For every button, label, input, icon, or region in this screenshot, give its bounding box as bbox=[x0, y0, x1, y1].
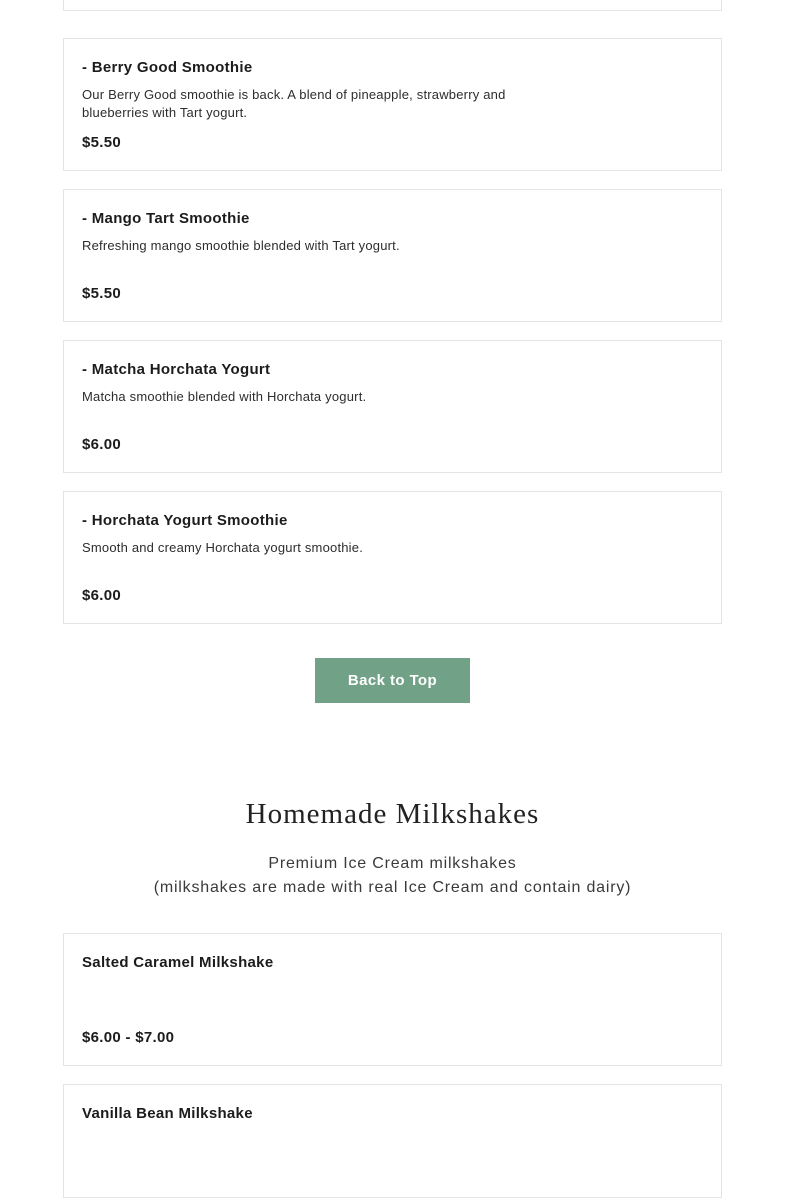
menu-item-card bbox=[63, 933, 722, 1066]
menu-item-card bbox=[63, 491, 722, 624]
back-to-top-button[interactable]: Back to Top bbox=[315, 658, 470, 703]
menu-item-card-cutoff-top bbox=[63, 0, 722, 11]
menu-item-title: - Mango Tart Smoothie bbox=[82, 210, 250, 227]
menu-item-card bbox=[63, 189, 722, 322]
menu-item-description bbox=[82, 1132, 527, 1169]
milkshake-list bbox=[63, 933, 722, 1198]
menu-item-price: $6.00 bbox=[82, 587, 122, 604]
menu-item-card-cutoff-bottom bbox=[63, 1084, 722, 1198]
menu-item-description: Our Berry Good smoothie is back. A blend of pineapple, strawberry and blueberries with Tart yogurt. bbox=[82, 87, 506, 120]
menu-item-title: - Horchata Yogurt Smoothie bbox=[82, 512, 288, 529]
menu-item-title: - Matcha Horchata Yogurt bbox=[82, 361, 271, 378]
menu-item-price: $6.00 bbox=[82, 436, 122, 453]
menu-item-title: Vanilla Bean Milkshake bbox=[82, 1105, 253, 1122]
menu-item-card bbox=[63, 38, 722, 171]
menu-item-price: $5.50 bbox=[82, 285, 122, 302]
menu-item-card bbox=[63, 340, 722, 473]
menu-item-title: - Berry Good Smoothie bbox=[82, 59, 253, 76]
menu-item-description: Smooth and creamy Horchata yogurt smoothie. bbox=[82, 540, 364, 555]
menu-item-description: Matcha smoothie blended with Horchata yogurt. bbox=[82, 389, 367, 404]
menu-item-price: $6.00 - $7.00 bbox=[82, 1029, 175, 1046]
menu-item-price: $5.50 bbox=[82, 134, 122, 151]
menu-column bbox=[63, 0, 722, 624]
section-subtitle-line-1: Premium Ice Cream milkshakes bbox=[268, 855, 517, 872]
menu-item-description: Refreshing mango smoothie blended with Tart yogurt. bbox=[82, 238, 400, 253]
menu-item-description bbox=[82, 981, 527, 1018]
section-heading-milkshakes: Homemade Milkshakes bbox=[245, 798, 540, 830]
section-subtitle bbox=[0, 852, 785, 900]
section-subtitle-line-2: (milkshakes are made with real Ice Cream and contain dairy) bbox=[153, 879, 632, 896]
menu-item-title: Salted Caramel Milkshake bbox=[82, 954, 274, 971]
